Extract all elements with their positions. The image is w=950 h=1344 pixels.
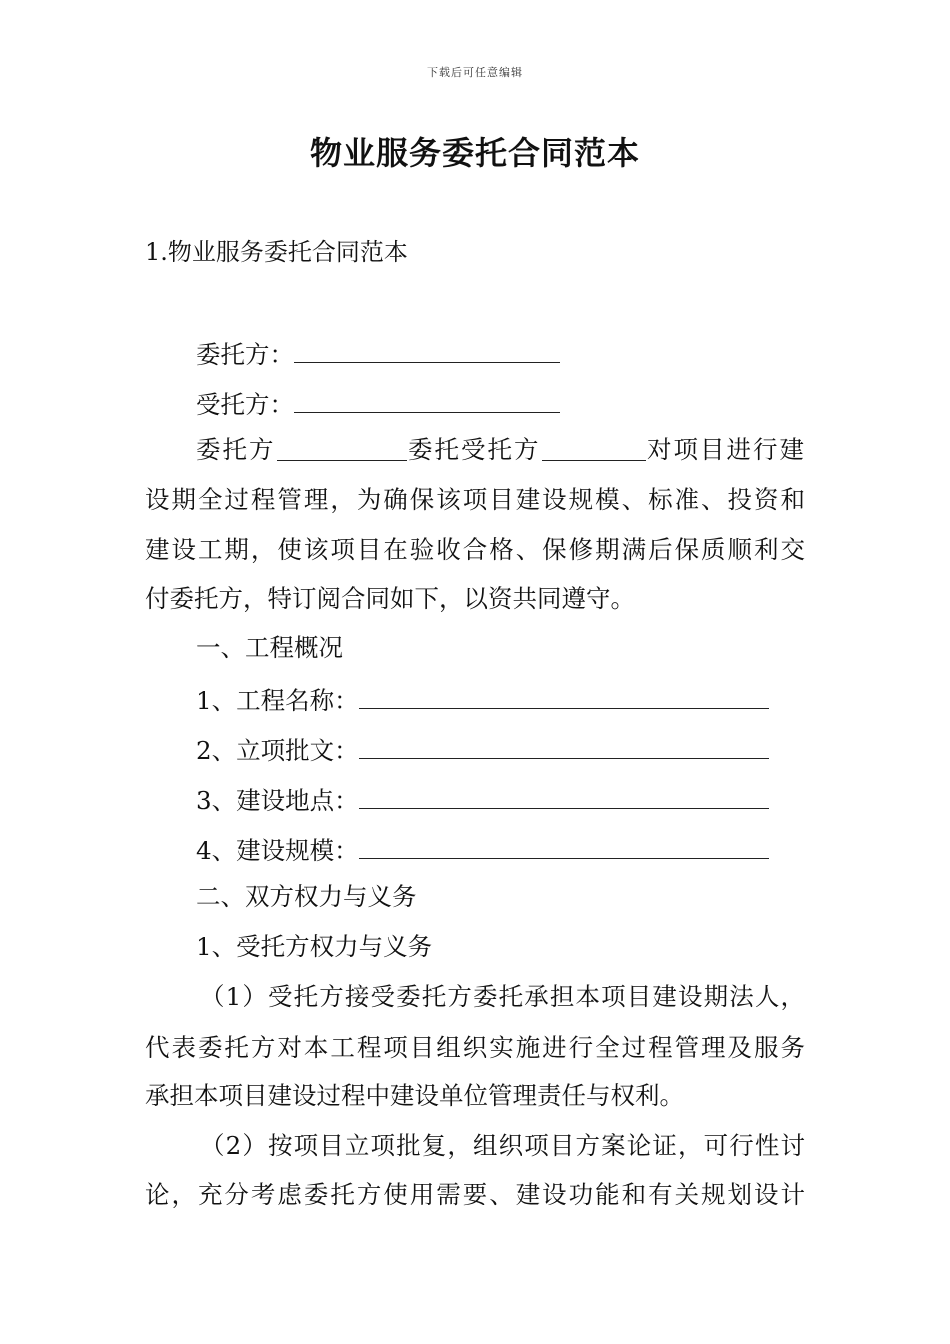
field-project-name bbox=[196, 680, 769, 719]
field-label: 4、建设规模： bbox=[196, 836, 359, 865]
intro-part-2: 委托受托方 bbox=[408, 435, 541, 464]
intro-part-3: 对项目进行建 bbox=[647, 435, 806, 464]
intro-line-1 bbox=[196, 432, 806, 468]
item-2-line-2: 论，充分考虑委托方使用需要、建设功能和有关规划设计 bbox=[145, 1180, 805, 1209]
field-label: 3、建设地点： bbox=[196, 786, 359, 815]
section-2-sub-1: 1、受托方权力与义务 bbox=[196, 932, 433, 961]
page-header-note: 下载后可任意编辑 bbox=[427, 66, 523, 79]
field-blank[interactable] bbox=[359, 680, 769, 709]
client-label: 委托方： bbox=[196, 340, 294, 369]
intro-line-3: 建设工期，使该项目在验收合格、保修期满后保质顺利交 bbox=[145, 535, 805, 564]
document-title: 物业服务委托合同范本 bbox=[309, 134, 640, 172]
intro-line-2: 设期全过程管理，为确保该项目建设规模、标准、投资和 bbox=[145, 485, 805, 514]
intro-trustee-blank[interactable] bbox=[542, 432, 646, 461]
section-2-heading: 二、双方权力与义务 bbox=[196, 882, 417, 911]
field-blank[interactable] bbox=[359, 730, 769, 759]
trustee-label: 受托方： bbox=[196, 390, 294, 419]
item-2-line-1: （2）按项目立项批复，组织项目方案论证，可行性讨 bbox=[200, 1131, 805, 1160]
field-scale bbox=[196, 830, 769, 869]
client-line bbox=[196, 334, 560, 373]
intro-part-1: 委托方 bbox=[196, 435, 276, 464]
section-heading: 1.物业服务委托合同范本 bbox=[145, 238, 408, 266]
field-approval-doc bbox=[196, 730, 769, 769]
field-label: 2、立项批文： bbox=[196, 736, 359, 765]
client-blank[interactable] bbox=[294, 334, 560, 363]
field-blank[interactable] bbox=[359, 780, 769, 809]
field-blank[interactable] bbox=[359, 830, 769, 859]
intro-client-blank[interactable] bbox=[277, 432, 407, 461]
item-1-line-3: 承担本项目建设过程中建设单位管理责任与权利。 bbox=[145, 1081, 684, 1110]
field-label: 1、工程名称： bbox=[196, 686, 359, 715]
item-1-line-1: （1）受托方接受委托方委托承担本项目建设期法人， bbox=[200, 982, 805, 1011]
field-location bbox=[196, 780, 769, 819]
item-1-line-2: 代表委托方对本工程项目组织实施进行全过程管理及服务 bbox=[145, 1033, 805, 1062]
trustee-line bbox=[196, 384, 560, 423]
section-1-heading: 一、工程概况 bbox=[196, 633, 343, 662]
trustee-blank[interactable] bbox=[294, 384, 560, 413]
intro-line-4: 付委托方，特订阅合同如下，以资共同遵守。 bbox=[145, 584, 635, 613]
